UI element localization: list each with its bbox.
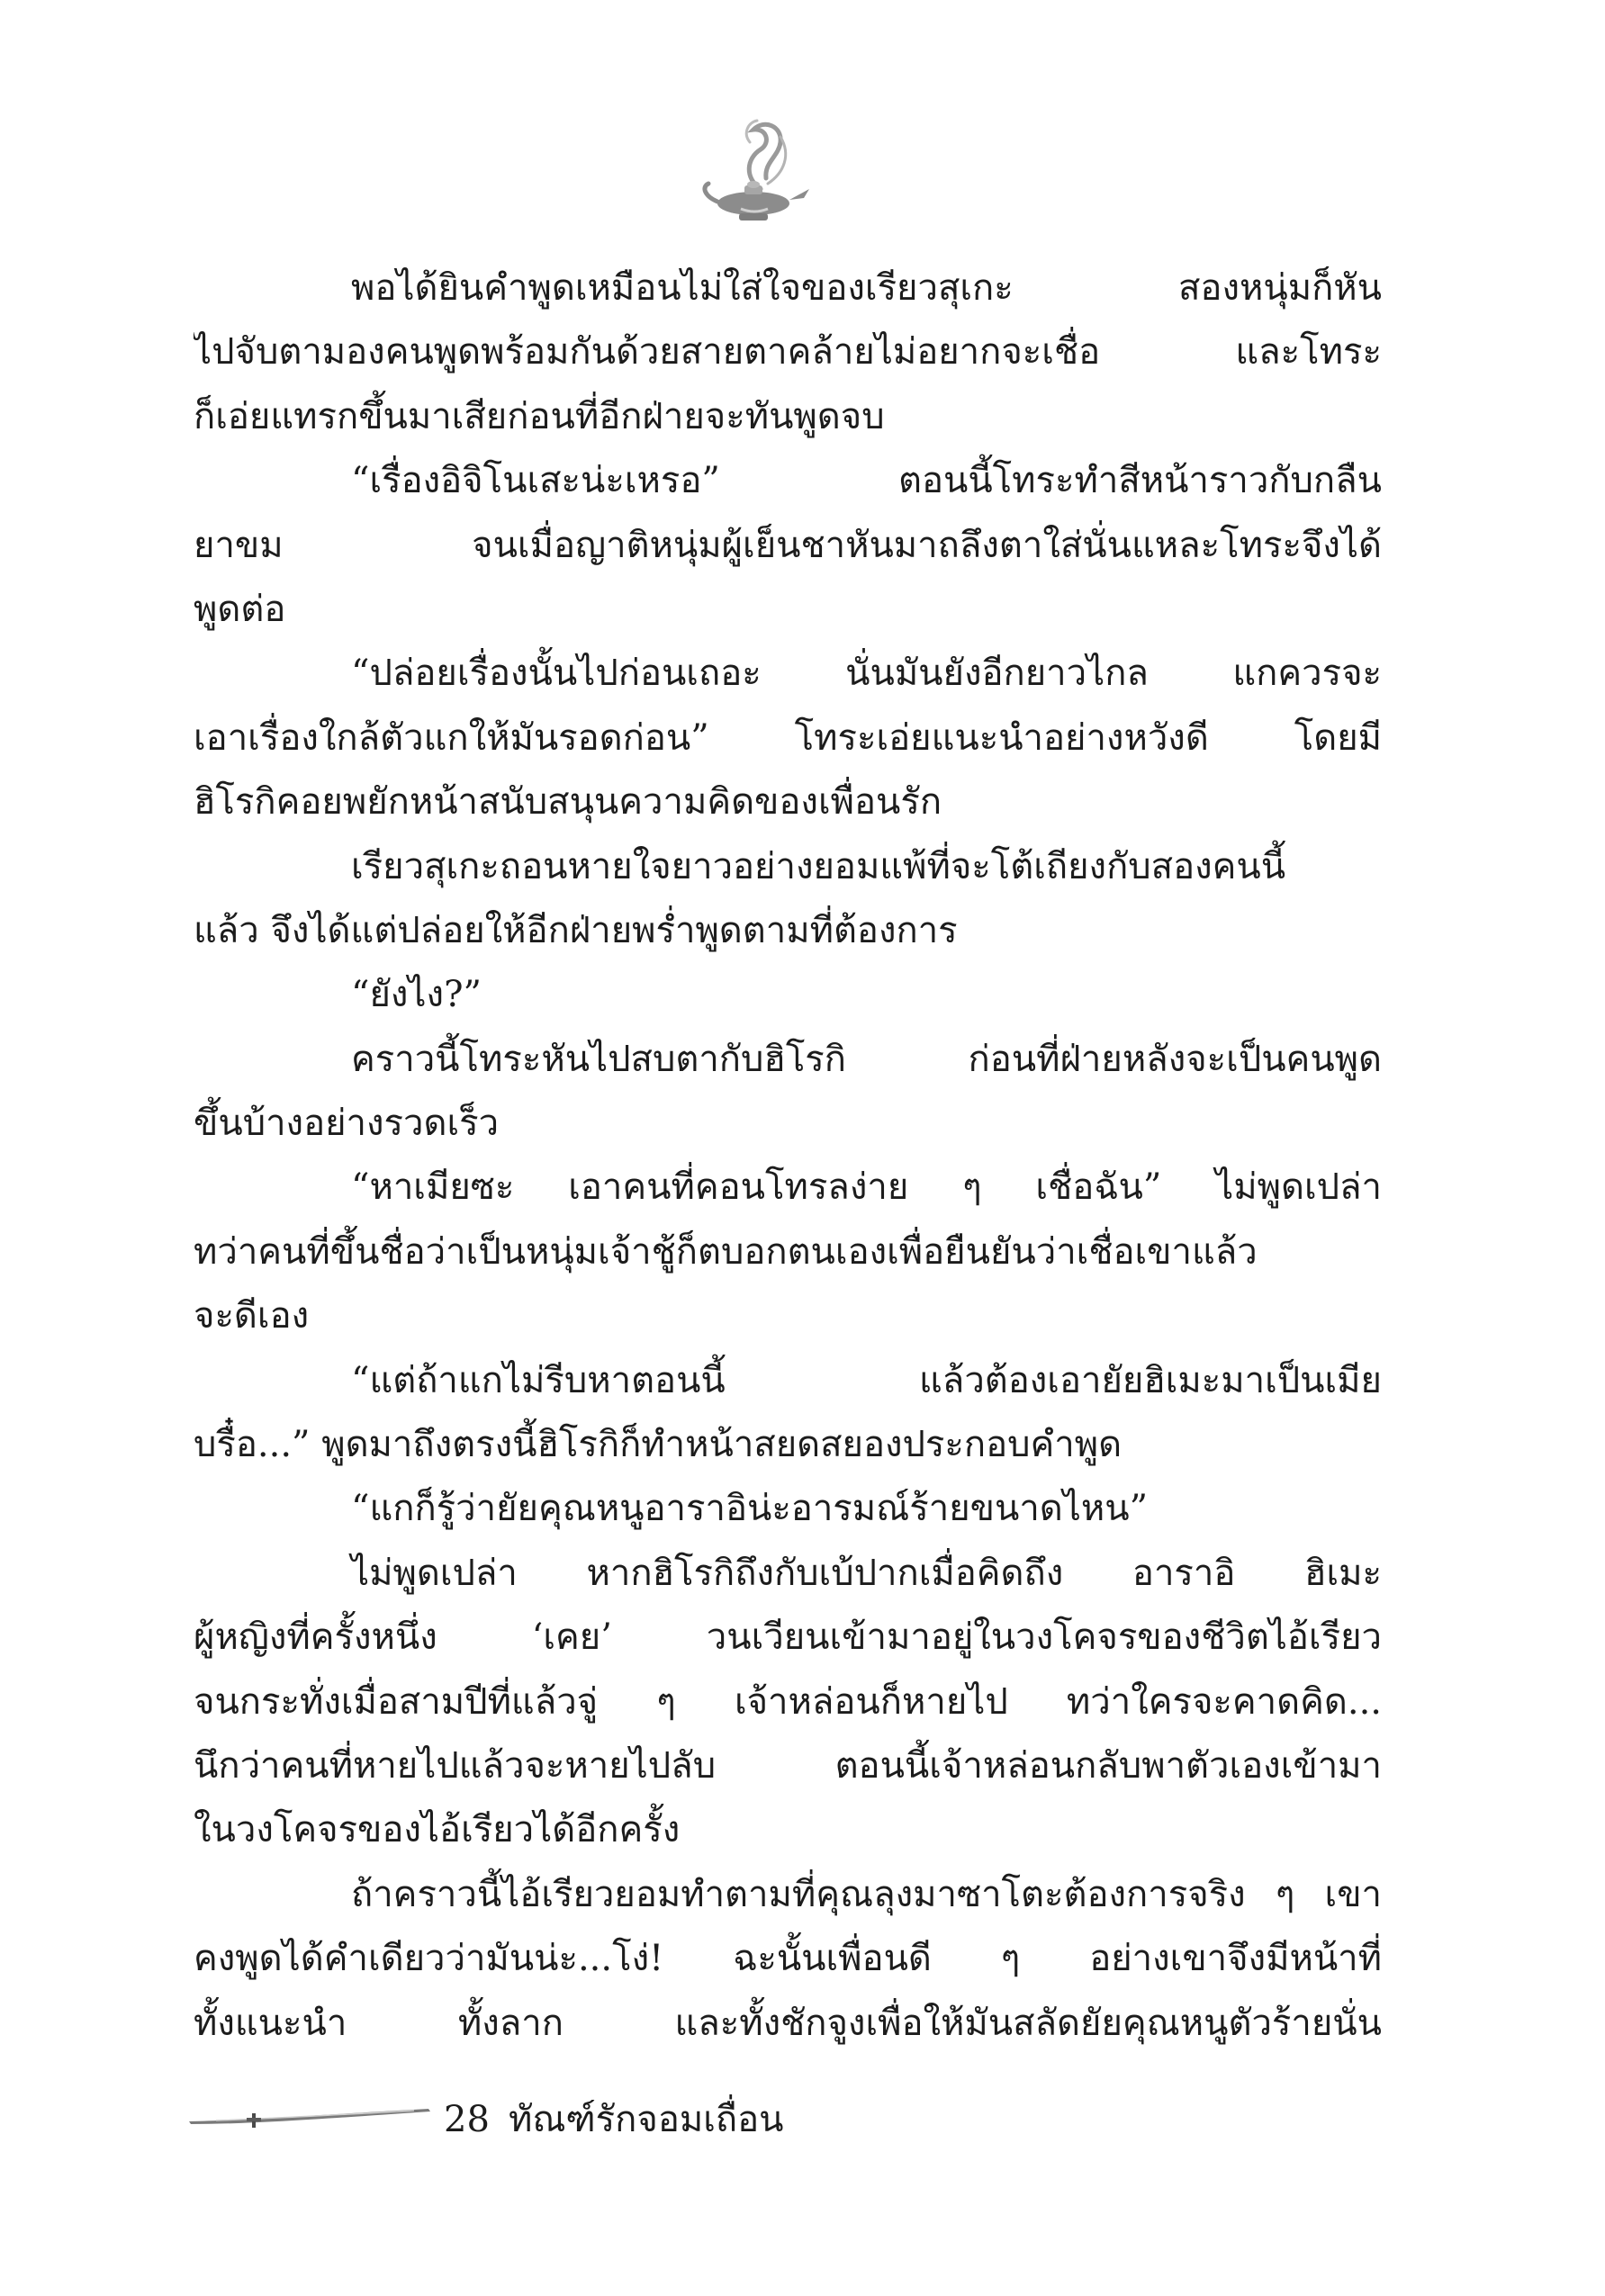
sword-icon: [189, 2103, 432, 2130]
text-line: ในวงโคจรของไอ้เรียวได้อีกครั้ง: [194, 1809, 681, 1851]
text-line: ยาขม จนเมื่อญาติหนุ่มผู้เย็นชาหันมาถลึงตาใส่นั่นแหละโทระจึงได้: [194, 524, 1382, 566]
text-line: ฮิโรกิคอยพยักหน้าสนับสนุนความคิดของเพื่อนรัก: [194, 781, 942, 824]
text-line: คราวนี้โทระหันไปสบตากับฮิโรกิ ก่อนที่ฝ่ายหลังจะเป็นคนพูด: [351, 1038, 1382, 1080]
text-line: แล้ว จึงได้แต่ปล่อยให้อีกฝ่ายพร่ำพูดตามที่ต้องการ: [194, 909, 958, 951]
text-line: จนกระทั่งเมื่อสามปีที่แล้วจู่ ๆ เจ้าหล่อนก็หายไป ทว่าใครจะคาดคิด...: [194, 1680, 1382, 1723]
text-line: คงพูดได้คำเดียวว่ามันน่ะ...โง่! ฉะนั้นเพื่อนดี ๆ อย่างเขาจึงมีหน้าที่: [194, 1938, 1382, 1980]
text-line: จะดีเอง: [194, 1295, 310, 1337]
text-line: บรื๋อ...” พูดมาถึงตรงนี้ฮิโรกิก็ทำหน้าสยดสยองประกอบคำพูด: [194, 1424, 1123, 1466]
text-line: นึกว่าคนที่หายไปแล้วจะหายไปลับ ตอนนี้เจ้าหล่อนกลับพาตัวเองเข้ามา: [194, 1744, 1382, 1787]
text-line: ผู้หญิงที่ครั้งหนึ่ง ‘เคย’ วนเวียนเข้ามาอยู่ในวงโคจรของชีวิตไอ้เรียว: [194, 1616, 1382, 1659]
text-line: “แกก็รู้ว่ายัยคุณหนูอาราอิน่ะอารมณ์ร้ายขนาดไหน”: [351, 1488, 1149, 1530]
text-line: “เรื่องอิจิโนเสะน่ะเหรอ” ตอนนี้โทระทำสีหน้าราวกับกลืน: [351, 460, 1382, 502]
text-line: ทว่าคนที่ขึ้นชื่อว่าเป็นหนุ่มเจ้าชู้ก็ตบอกตนเองเพื่อยืนยันว่าเชื่อเขาแล้ว: [194, 1230, 1258, 1273]
text-line: พูดต่อ: [194, 588, 286, 630]
page-number: 28: [444, 2099, 490, 2140]
text-line: ไม่พูดเปล่า หากฮิโรกิถึงกับเบ้ปากเมื่อคิดถึง อาราอิ ฮิเมะ: [351, 1552, 1382, 1594]
text-line: เรียวสุเกะถอนหายใจยาวอย่างยอมแพ้ที่จะโต้เถียงกับสองคนนี้: [351, 845, 1286, 887]
book-title: ทัณฑ์รักจอมเถื่อน: [509, 2099, 784, 2140]
text-line: ไปจับตามองคนพูดพร้อมกันด้วยสายตาคล้ายไม่อยากจะเชื่อ และโทระ: [194, 331, 1382, 374]
genie-lamp-icon: [698, 106, 815, 241]
text-line: พอได้ยินคำพูดเหมือนไม่ใส่ใจของเรียวสุเกะ สองหนุ่มก็หัน: [351, 267, 1382, 309]
page-footer: [189, 2093, 819, 2147]
text-line: ทั้งแนะนำ ทั้งลาก และทั้งชักจูงเพื่อให้มันสลัดยัยคุณหนูตัวร้ายนั่น: [194, 2002, 1382, 2044]
text-line: ถ้าคราวนี้ไอ้เรียวยอมทำตามที่คุณลุงมาซาโตะต้องการจริง ๆ เขา: [351, 1873, 1382, 1915]
body-text: [194, 257, 1382, 2056]
text-line: เอาเรื่องใกล้ตัวแกให้มันรอดก่อน” โทระเอ่ยแนะนำอย่างหวังดี โดยมี: [194, 716, 1382, 759]
text-line: ก็เอ่ยแทรกขึ้นมาเสียก่อนที่อีกฝ่ายจะทันพูดจบ: [194, 395, 885, 437]
text-line: “ยังไง?”: [351, 974, 482, 1016]
text-line: “หาเมียซะ เอาคนที่คอนโทรลง่าย ๆ เชื่อฉัน” ไม่พูดเปล่า: [351, 1166, 1382, 1209]
text-line: ขึ้นบ้างอย่างรวดเร็ว: [194, 1103, 500, 1145]
text-line: “ปล่อยเรื่องนั้นไปก่อนเถอะ นั่นมันยังอีกยาวไกล แกควรจะ: [351, 653, 1382, 695]
text-line: “แต่ถ้าแกไม่รีบหาตอนนี้ แล้วต้องเอายัยฮิเมะมาเป็นเมีย: [351, 1359, 1382, 1401]
